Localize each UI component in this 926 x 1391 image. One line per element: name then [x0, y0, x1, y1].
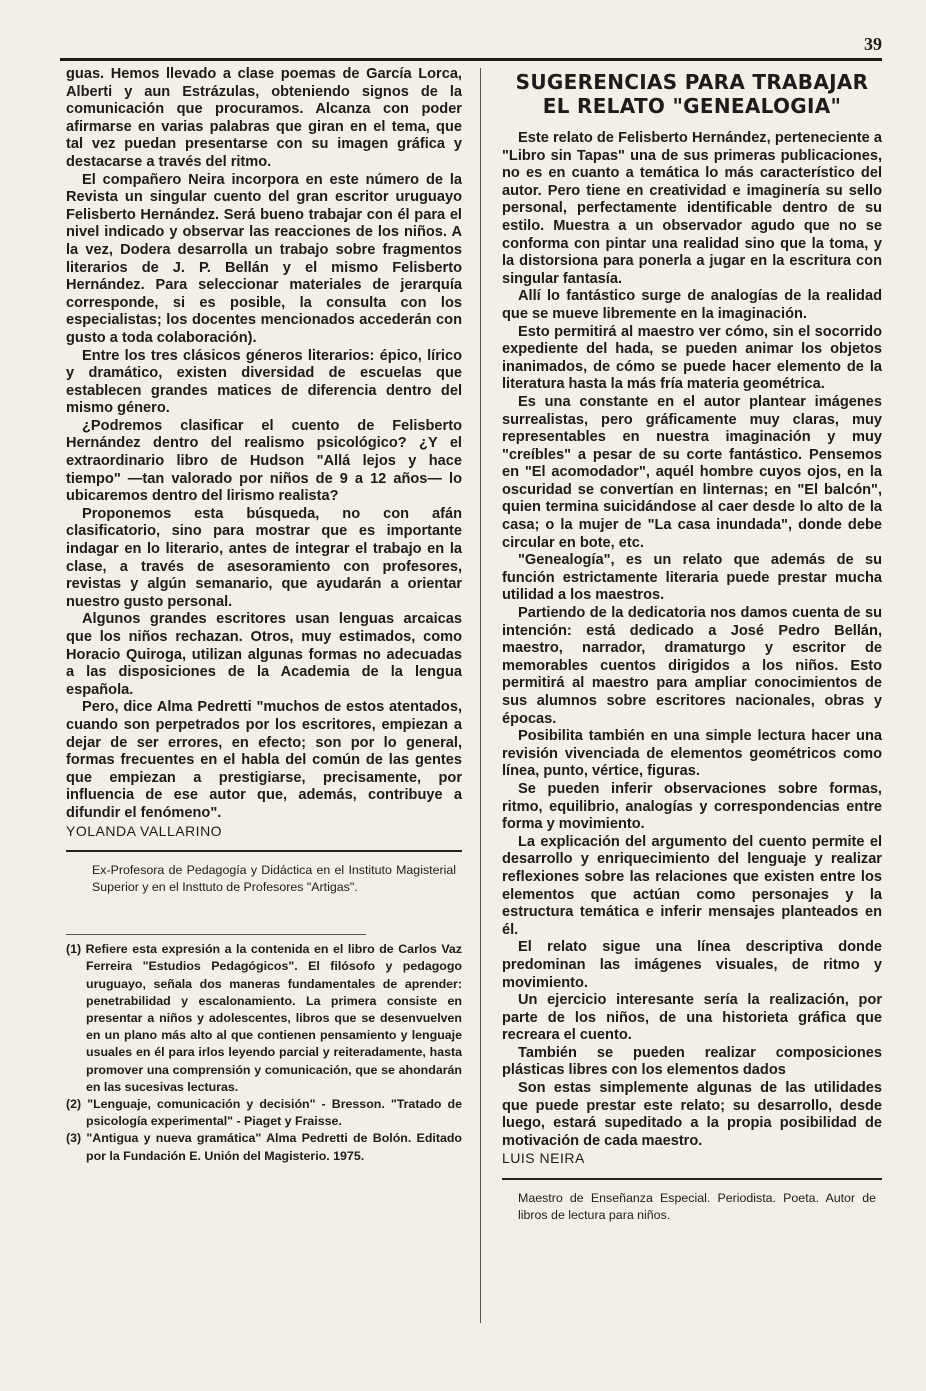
- paragraph: Un ejercicio interesante sería la realización, por parte de los niños, de una historieta gráfica que recreara el cuento.: [502, 992, 882, 1044]
- author-signature: YOLANDA VALLARINO: [66, 822, 223, 839]
- article-title: SUGERENCIAS PARA TRABAJAR EL RELATO "GENEALOGIA": [515, 70, 869, 118]
- paragraph: Allí lo fantástico surge de analogías de la realidad que se mueve libremente en la imaginación.: [502, 288, 882, 322]
- left-column: [66, 66, 462, 1165]
- paragraph: El compañero Neira incorpora en este número de la Revista un singular cuento del gran escritor uruguayo Felisberto Hernández. Será bueno trabajar con él para el nivel indicado y observar las reacciones de los niños. A la vez, Dodera desarrolla un trabajo sobre fragmentos literarios de J. P. Bellán y el mismo Felisberto Hernández. Para seleccionar materiales de jerarquía corresponde, si es posible, la consulta con los especialistas; los docentes mencionados accederán con gusto a toda colaboración).: [66, 171, 462, 346]
- paragraph: Esto permitirá al maestro ver cómo, sin el socorrido expediente del hada, se pueden animar los objetos inanimados, de cómo se puede hacer elemento de la literatura hasta la más fría materia geométrica.: [502, 323, 882, 393]
- footnote-rule: [66, 934, 366, 935]
- author-signature: LUIS NEIRA: [502, 1150, 585, 1167]
- section-rule: [66, 850, 462, 852]
- paragraph: Es una constante en el autor plantear imágenes surrealistas, pero gráficamente muy claras, muy representables en nuestra imaginación y muy "creíbles" a pesar de su corte fantástico. Pensemos en "El acomodador", aquél hombre cuyos ojos, en la oscuridad se convertían en linternas; en "El balcón", quien termina suicidándose al caer desde lo alto de la casa; o la mujer de "La casa inundada", donde debe circular en bote, etc.: [502, 393, 882, 551]
- section-rule: [502, 1178, 882, 1180]
- paragraph: Entre los tres clásicos géneros literarios: épico, lírico y dramático, existen diversidad de escuelas que establecen grandes matices de diferencia dentro del mismo género.: [66, 347, 462, 417]
- paragraph: ¿Podremos clasificar el cuento de Felisberto Hernández dentro del realismo psicológico? ¿Y el extraordinario libro de Hudson "Allá lejos y hace tiempo" —tan valorado por niños de 9 a 12 años— lo ubicaremos dentro del lirismo realista?: [66, 417, 462, 505]
- paragraph: guas. Hemos llevado a clase poemas de García Lorca, Alberti y aun Estrázulas, obteniendo signos de la comunicación que procuramos. Alcanza con poder afirmarse en varias palabras que giran en el tema, que tal vez puedan presentarse con su imagen gráfica y destacarse a través del ritmo.: [66, 66, 462, 170]
- paragraph: Son estas simplemente algunas de las utilidades que puede prestar este relato; su desarrollo, desde luego, estará supeditado a la propia posibilidad de motivación de cada maestro.: [502, 1080, 882, 1149]
- author-bio: Ex-Profesora de Pedagogía y Didáctica en el Instituto Magisterial Superior y en el Insttuto de Profesores "Artigas".: [92, 863, 456, 895]
- author-bio: Maestro de Enseñanza Especial. Periodista. Poeta. Autor de libros de lectura para niños.: [518, 1191, 876, 1223]
- page-number: 39: [864, 34, 882, 54]
- footnote: (1) Refiere esta expresión a la contenida en el libro de Carlos Vaz Ferreira "Estudios Pedagógicos". El filósofo y pedagogo uruguayo, señala dos maneras fundamentales de aprender: penetrabilidad y escalonamiento. La primera consiste en presentar a niños y adolescentes, libros que se desenvuelven en un plano más alto al que contienen pensamiento y lenguaje usuales en él para irlos leyendo parcial y reiteradamente, hasta promover una comprensión y comunicación, que se ahondarán en las sucesivas lecturas.: [66, 942, 462, 1094]
- paragraph: Se pueden inferir observaciones sobre formas, ritmo, equilibrio, analogías y correspondencias entre forma y movimiento.: [502, 780, 882, 833]
- paragraph: El relato sigue una línea descriptiva donde predominan las imágenes visuales, de ritmo y movimiento.: [502, 939, 882, 991]
- footnote: (2) "Lenguaje, comunicación y decisión" - Bresson. "Tratado de psicología experimental" - Piaget y Fraisse.: [66, 1096, 462, 1129]
- paragraph: "Genealogía", es un relato que además de su función estrictamente literaria puede prestar mucha utilidad a los maestros.: [502, 552, 882, 604]
- paragraph: También se pueden realizar composiciones plásticas libres con los elementos dados: [502, 1044, 882, 1079]
- paragraph: Proponemos esta búsqueda, no con afán clasificatorio, sino para mostrar que es importante indagar en lo literario, antes de integrar el trabajo en la clase, a través de asesoramiento con profesores, revistas y algún semanario, que ayudarán a orientar nuestro gusto personal.: [66, 505, 462, 610]
- header-rule: [60, 58, 882, 61]
- footnote: (3) "Antigua y nueva gramática" Alma Pedretti de Bolón. Editado por la Fundación E. Unión del Magisterio. 1975.: [66, 1131, 462, 1163]
- footnotes: [66, 934, 462, 1165]
- right-column: [502, 66, 882, 1224]
- paragraph: Algunos grandes escritores usan lenguas arcaicas que los niños rechazan. Otros, muy estimados, como Horacio Quiroga, utilizan algunas formas no adecuadas a las disposiciones de la Academia de la lengua española.: [66, 611, 462, 698]
- paragraph: Pero, dice Alma Pedretti "muchos de estos atentados, cuando son perpetrados por los escritores, empiezan a dejar de ser errores, en efecto; son por lo general, formas frecuentes en el habla del común de las gentes que empiezan a prestigiarse, precisamente, por influencia de ese autor que, además, contribuye a difundir el fenómeno".: [66, 699, 462, 821]
- column-divider: [480, 68, 481, 1323]
- paragraph: Partiendo de la dedicatoria nos damos cuenta de su intención: está dedicado a José Pedro Bellán, maestro, narrador, dramaturgo y escritor de memorables cuentos dirigidos a los niños. Esto permitirá al maestro para ampliar conocimientos de sus alumnos sobre escritores nacionales, obras y épocas.: [502, 605, 882, 727]
- paragraph: Posibilita también en una simple lectura hacer una revisión vivenciada de elementos geométricos como línea, punto, vértice, figuras.: [502, 728, 882, 780]
- paragraph: Este relato de Felisberto Hernández, perteneciente a "Libro sin Tapas" una de sus primeras publicaciones, no es en cuanto a temática lo más característico del autor. Pero tiene en creatividad e imaginería su sello personal, perfectamente identificable dentro de su estilo. Muestra a un observador agudo que no se conforma con pintar una realidad sino que la toma, y la distorsiona para ponerla a jugar en la escritura con singular fantasía.: [502, 130, 882, 287]
- paragraph: La explicación del argumento del cuento permite el desarrollo y enriquecimiento del lenguaje y realizar reflexiones sobre las relaciones que existen entre los elementos que actúan como personajes y la estructura temática e inferir mensajes planteados en él.: [502, 833, 882, 938]
